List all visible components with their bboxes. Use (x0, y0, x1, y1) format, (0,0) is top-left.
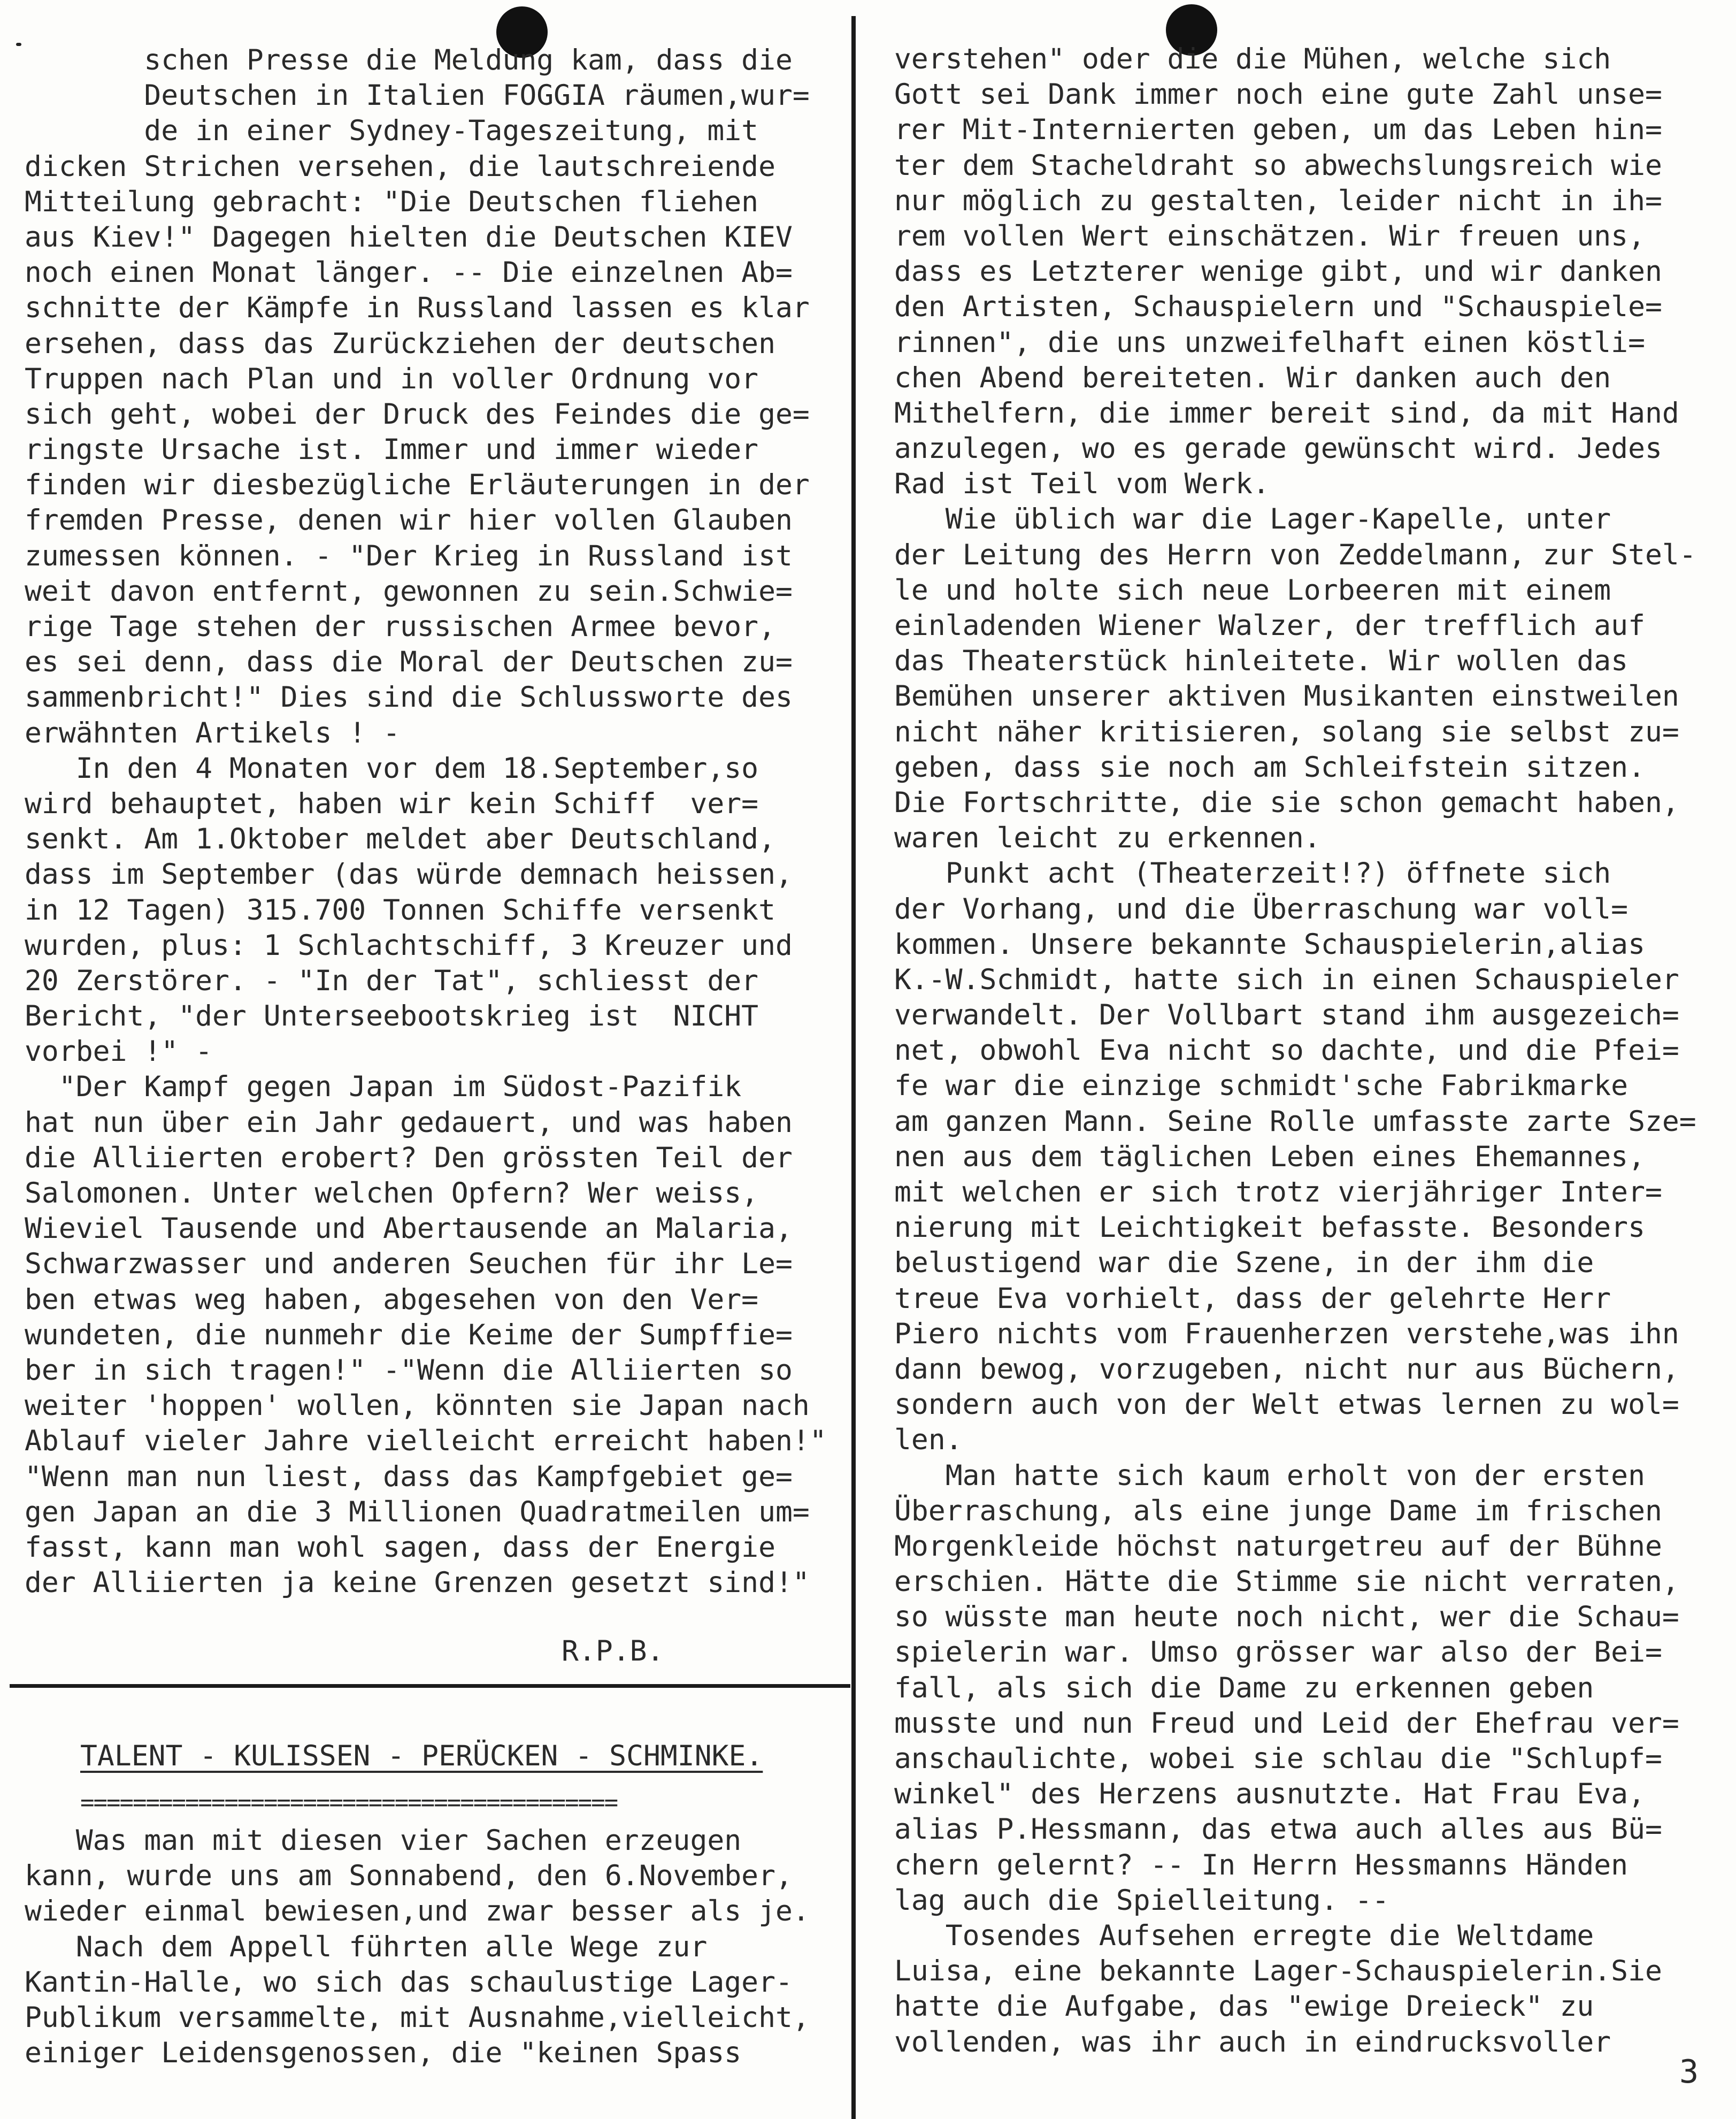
text-line: Wieviel Tausende und Abertausende an Malaria, (25, 1212, 793, 1245)
text-line: musste und nun Freud und Leid der Ehefrau ver= (894, 1707, 1679, 1740)
text-line: sondern auch von der Welt etwas lernen zu wol= (894, 1388, 1679, 1421)
text-line: 20 Zerstörer. - "In der Tat", schliesst der (25, 964, 759, 997)
text-line: rinnen", die uns unzweifelhaft einen köstli= (894, 326, 1645, 359)
text-line: Piero nichts vom Frauenherzen verstehe,was ihn (894, 1317, 1679, 1350)
text-line: der Leitung des Herrn von Zeddelmann, zur Stel- (894, 538, 1696, 571)
text-line: spielerin war. Umso grösser war also der Bei= (894, 1636, 1662, 1669)
text-line: rem vollen Wert einschätzen. Wir freuen uns, (894, 219, 1645, 253)
text-line: der Alliierten ja keine Grenzen gesetzt sind!" (25, 1566, 810, 1600)
text-line: "Der Kampf gegen Japan im Südost-Pazifik (25, 1070, 742, 1104)
text-line: dann bewog, vorzugeben, nicht nur aus Büchern, (894, 1352, 1679, 1386)
page-number: 3 (1679, 2053, 1699, 2091)
text-line: lag auch die Spielleitung. -- (894, 1884, 1389, 1917)
article-headline: TALENT - KULISSEN - PERÜCKEN - SCHMINKE. (80, 1740, 763, 1772)
left-column-new-article (25, 1823, 848, 2071)
text-line: Morgenkleide höchst naturgetreu auf der Bühne (894, 1529, 1662, 1563)
text-line: wurden, plus: 1 Schlachtschiff, 3 Kreuzer und (25, 929, 793, 962)
text-line: rige Tage stehen der russischen Armee bevor, (25, 610, 775, 643)
text-line: fall, als sich die Dame zu erkennen geben (894, 1671, 1594, 1704)
text-line: Man hatte sich kaum erholt von der ersten (894, 1459, 1645, 1492)
text-line: Mitteilung gebracht: "Die Deutschen fliehen (25, 185, 759, 218)
text-line: treue Eva vorhielt, dass der gelehrte Herr (894, 1282, 1611, 1315)
text-line: in 12 Tagen) 315.700 Tonnen Schiffe versenkt (25, 893, 775, 927)
text-line: mit welchen er sich trotz vierjähriger Inter= (894, 1176, 1662, 1208)
text-line: erwähnten Artikels ! - (25, 716, 400, 749)
text-line: die Alliierten erobert? Den grössten Teil der (25, 1141, 793, 1174)
text-line: es sei denn, dass die Moral der Deutschen zu= (25, 646, 793, 679)
text-line: winkel" des Herzens ausnutzte. Hat Frau Eva, (894, 1778, 1645, 1811)
text-line: Überraschung, als eine junge Dame im frischen (894, 1494, 1662, 1527)
text-line: nierung mit Leichtigkeit befasste. Besonders (894, 1211, 1645, 1244)
text-line: alias P.Hessmann, das etwa auch alles aus Bü= (894, 1813, 1662, 1846)
text-line: Bericht, "der Unterseebootskrieg ist NICHT (25, 1000, 759, 1033)
text-line: ter dem Stacheldraht so abwechslungsreich wie (894, 149, 1662, 182)
text-line: Bemühen unserer aktiven Musikanten einstweilen (894, 680, 1679, 713)
text-line: dass im September (das würde demnach heissen, (25, 858, 793, 891)
text-line: den Artisten, Schauspielern und "Schauspiele= (894, 290, 1662, 324)
text-line: le und holte sich neue Lorbeeren mit einem (894, 573, 1611, 607)
section-divider (10, 1684, 850, 1688)
right-column-article (894, 42, 1729, 2060)
text-line: sich geht, wobei der Druck des Feindes die ge= (25, 397, 810, 431)
text-line: verstehen" oder die die Mühen, welche sich (894, 43, 1611, 75)
text-line: Schwarzwasser und anderen Seuchen für ihr Le= (25, 1248, 793, 1281)
text-line: vorbei !" - (25, 1035, 212, 1068)
text-line: Publikum versammelte, mit Ausnahme,vielleicht, (25, 2001, 810, 2034)
text-line: Luisa, eine bekannte Lager-Schauspielerin.Sie (894, 1955, 1662, 1988)
text-line: am ganzen Mann. Seine Rolle umfasste zarte Sze= (894, 1105, 1696, 1138)
text-line: de in einer Sydney-Tageszeitung, mit (25, 114, 759, 148)
text-line: hat nun über ein Jahr gedauert, und was haben (25, 1106, 793, 1139)
text-line: Salomonen. Unter welchen Opfern? Wer weiss, (25, 1177, 759, 1210)
text-line: kommen. Unsere bekannte Schauspielerin,alias (894, 928, 1645, 961)
text-line: wieder einmal bewiesen,und zwar besser als je. (25, 1895, 810, 1928)
headline-double-rule: ========================================= (80, 1789, 618, 1816)
text-line: weiter 'hoppen' wollen, könnten sie Japan nach (25, 1389, 810, 1422)
text-line: einiger Leidensgenossen, die "keinen Spass (25, 2037, 742, 2070)
author-signature: R.P.B. (562, 1635, 664, 1667)
text-line: vollenden, was ihr auch in eindrucksvoller (894, 2025, 1611, 2059)
text-line: nen aus dem täglichen Leben eines Ehemannes, (894, 1140, 1645, 1173)
text-line: anschaulichte, wobei sie schlau die "Schlupf= (894, 1742, 1662, 1775)
text-line: schen Presse die Meldung kam, dass die (25, 44, 793, 77)
text-line: schnitte der Kämpfe in Russland lassen es klar (25, 292, 810, 325)
text-line: senkt. Am 1.Oktober meldet aber Deutschland, (25, 823, 775, 856)
text-line: kann, wurde uns am Sonnabend, den 6.November, (25, 1860, 793, 1893)
text-line: wird behauptet, haben wir kein Schiff ver= (25, 787, 759, 820)
text-line: ringste Ursache ist. Immer und immer wieder (25, 433, 759, 466)
text-line: finden wir diesbezügliche Erläuterungen in der (25, 469, 810, 502)
text-line: erschien. Hätte die Stimme sie nicht verraten, (894, 1565, 1679, 1598)
left-column-article (25, 43, 848, 1601)
text-line: anzulegen, wo es gerade gewünscht wird. Jedes (894, 432, 1662, 465)
text-line: weit davon entfernt, gewonnen zu sein.Schwie= (25, 575, 793, 608)
text-line: Mithelfern, die immer bereit sind, da mit Hand (894, 396, 1679, 430)
text-line: Kantin-Halle, wo sich das schaulustige Lager- (25, 1965, 793, 1999)
text-line: ber in sich tragen!" -"Wenn die Alliierten so (25, 1353, 793, 1387)
text-line: hatte die Aufgabe, das "ewige Dreieck" zu (894, 1990, 1594, 2023)
text-line: verwandelt. Der Vollbart stand ihm ausgezeich= (894, 999, 1679, 1032)
text-line: chern gelernt? -- In Herrn Hessmanns Händen (894, 1848, 1629, 1881)
text-line: K.-W.Schmidt, hatte sich in einen Schauspieler (894, 963, 1679, 996)
text-line: zumessen können. - "Der Krieg in Russland ist (25, 539, 793, 572)
text-line: Was man mit diesen vier Sachen erzeugen (25, 1824, 742, 1857)
text-line: Gott sei Dank immer noch eine gute Zahl unse= (894, 78, 1662, 111)
text-line: der Vorhang, und die Überraschung war voll= (894, 892, 1629, 925)
text-line: geben, dass sie noch am Schleifstein sitzen. (894, 751, 1645, 784)
text-line: Nach dem Appell führten alle Wege zur (25, 1930, 708, 1963)
text-line: aus Kiev!" Dagegen hielten die Deutschen KIEV (25, 220, 793, 254)
text-line: fe war die einzige schmidt'sche Fabrikmarke (894, 1069, 1629, 1103)
text-line: belustigend war die Szene, in der ihm die (894, 1246, 1594, 1280)
text-line: fasst, kann man wohl sagen, dass der Energie (25, 1531, 775, 1564)
text-line: sammenbricht!" Dies sind die Schlussworte des (25, 681, 793, 714)
text-line: dicken Strichen versehen, die lautschreiende (25, 150, 775, 183)
text-line: einladenden Wiener Walzer, der trefflich auf (894, 609, 1645, 642)
text-line: wundeten, die nunmehr die Keime der Sumpffie= (25, 1318, 793, 1351)
text-line: len. (894, 1424, 963, 1457)
text-line: ersehen, dass das Zurückziehen der deutschen (25, 327, 775, 360)
text-line: In den 4 Monaten vor dem 18.September,so (25, 752, 759, 785)
text-line: nicht näher kritisieren, solang sie selbst zu= (894, 715, 1679, 748)
text-line: Rad ist Teil vom Werk. (894, 468, 1270, 501)
text-line: Die Fortschritte, die sie schon gemacht haben, (894, 786, 1679, 819)
text-line: net, obwohl Eva nicht so dachte, und die Pfei= (894, 1034, 1679, 1067)
column-divider (851, 16, 856, 2119)
text-line: Punkt acht (Theaterzeit!?) öffnete sich (894, 857, 1611, 890)
text-line: nur möglich zu gestalten, leider nicht in ih= (894, 184, 1662, 217)
text-line: waren leicht zu erkennen. (894, 822, 1321, 855)
text-line: ben etwas weg haben, abgesehen von den Ver= (25, 1283, 759, 1316)
text-line: das Theaterstück hinleitete. Wir wollen das (894, 645, 1629, 678)
text-line: Wie üblich war die Lager-Kapelle, unter (894, 503, 1611, 536)
text-line: chen Abend bereiteten. Wir danken auch den (894, 361, 1611, 394)
text-line: "Wenn man nun liest, dass das Kampfgebiet ge= (25, 1460, 793, 1493)
text-line: Truppen nach Plan und in voller Ordnung vor (25, 362, 759, 395)
text-line: Deutschen in Italien FOGGIA räumen,wur= (25, 79, 810, 112)
text-line: Tosendes Aufsehen erregte die Weltdame (894, 1919, 1594, 1952)
text-line: so wüsste man heute noch nicht, wer die Schau= (894, 1601, 1679, 1634)
text-line: fremden Presse, denen wir hier vollen Glauben (25, 504, 793, 537)
text-line: noch einen Monat länger. -- Die einzelnen Ab= (25, 256, 793, 289)
text-line: Ablauf vieler Jahre vielleicht erreicht haben!" (25, 1425, 827, 1458)
text-line: dass es Letzterer wenige gibt, und wir danken (894, 255, 1662, 288)
text-line: gen Japan an die 3 Millionen Quadratmeilen um= (25, 1495, 810, 1528)
ink-speck (16, 43, 21, 46)
text-line: rer Mit-Internierten geben, um das Leben hin= (894, 113, 1662, 147)
